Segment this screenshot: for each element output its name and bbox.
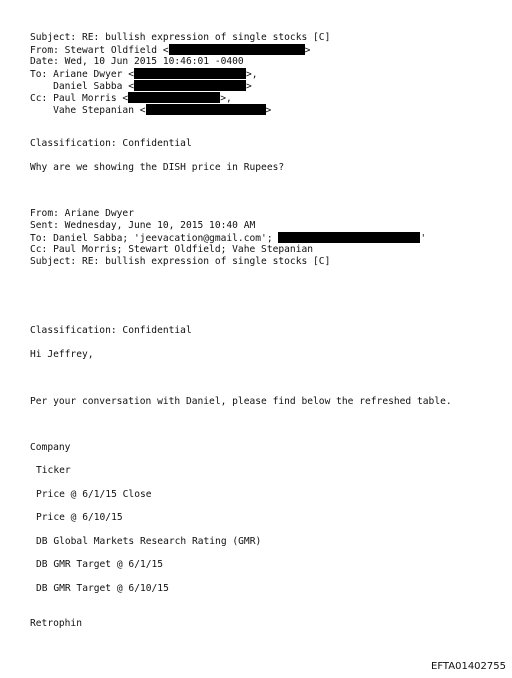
date-line: Date: Wed, 10 Jun 2015 10:46:01 -0400 [30, 56, 244, 67]
document-id: EFTA01402755 [431, 661, 506, 672]
redaction-bar [134, 68, 246, 79]
original-subject: Subject: RE: bullish expression of single stocks [C] [30, 256, 331, 267]
subject-line: Subject: RE: bullish expression of single stocks [C] [30, 32, 331, 43]
original-cc: Cc: Paul Morris; Stewart Oldfield; Vahe Stepanian [30, 244, 314, 255]
table-col-price-current: Price @ 6/10/15 [36, 512, 123, 523]
cc-close: >, [220, 93, 232, 104]
original-to-close: ' [420, 233, 427, 244]
redaction-bar [146, 104, 266, 115]
greeting: Hi Jeffrey, [30, 349, 94, 360]
body-text: Per your conversation with Daniel, please find below the refreshed table. [30, 396, 452, 407]
original-from: From: Ariane Dwyer [30, 208, 134, 219]
table-col-gmr-target-1: DB GMR Target @ 6/1/15 [36, 559, 164, 570]
original-to-label: To: Daniel Sabba; 'jeevacation@gmail.com'; [30, 233, 279, 244]
cc-label: Cc: Paul Morris < [30, 93, 129, 104]
table-col-price-close: Price @ 6/1/15 Close [36, 489, 152, 500]
cc-line-2 [30, 104, 271, 117]
redaction-bar [169, 44, 305, 55]
classification-label: Classification: Confidential [30, 138, 192, 149]
reply-message: Why are we showing the DISH price in Rupees? [30, 162, 285, 173]
to2-label: Daniel Sabba < [30, 81, 134, 92]
table-col-gmr-rating: DB Global Markets Research Rating (GMR) [36, 536, 262, 547]
table-col-gmr-target-2: DB GMR Target @ 6/10/15 [36, 583, 169, 594]
to-close: >, [245, 69, 258, 80]
redaction-bar [128, 92, 220, 103]
cc2-label: Vahe Stepanian < [30, 105, 146, 116]
redaction-bar [134, 80, 246, 91]
redaction-bar [278, 232, 420, 243]
table-col-ticker: Ticker [36, 465, 71, 476]
from-label: From: Stewart Oldfield < [30, 45, 169, 56]
original-sent: Sent: Wednesday, June 10, 2015 10:40 AM [30, 220, 256, 231]
from-close: > [304, 45, 311, 56]
to-label: To: Ariane Dwyer < [30, 69, 134, 80]
to2-close: > [245, 81, 252, 92]
original-classification: Classification: Confidential [30, 325, 192, 336]
table-header-company: Company [30, 442, 71, 453]
cc2-close: > [265, 105, 272, 116]
table-row-company: Retrophin [30, 618, 82, 629]
